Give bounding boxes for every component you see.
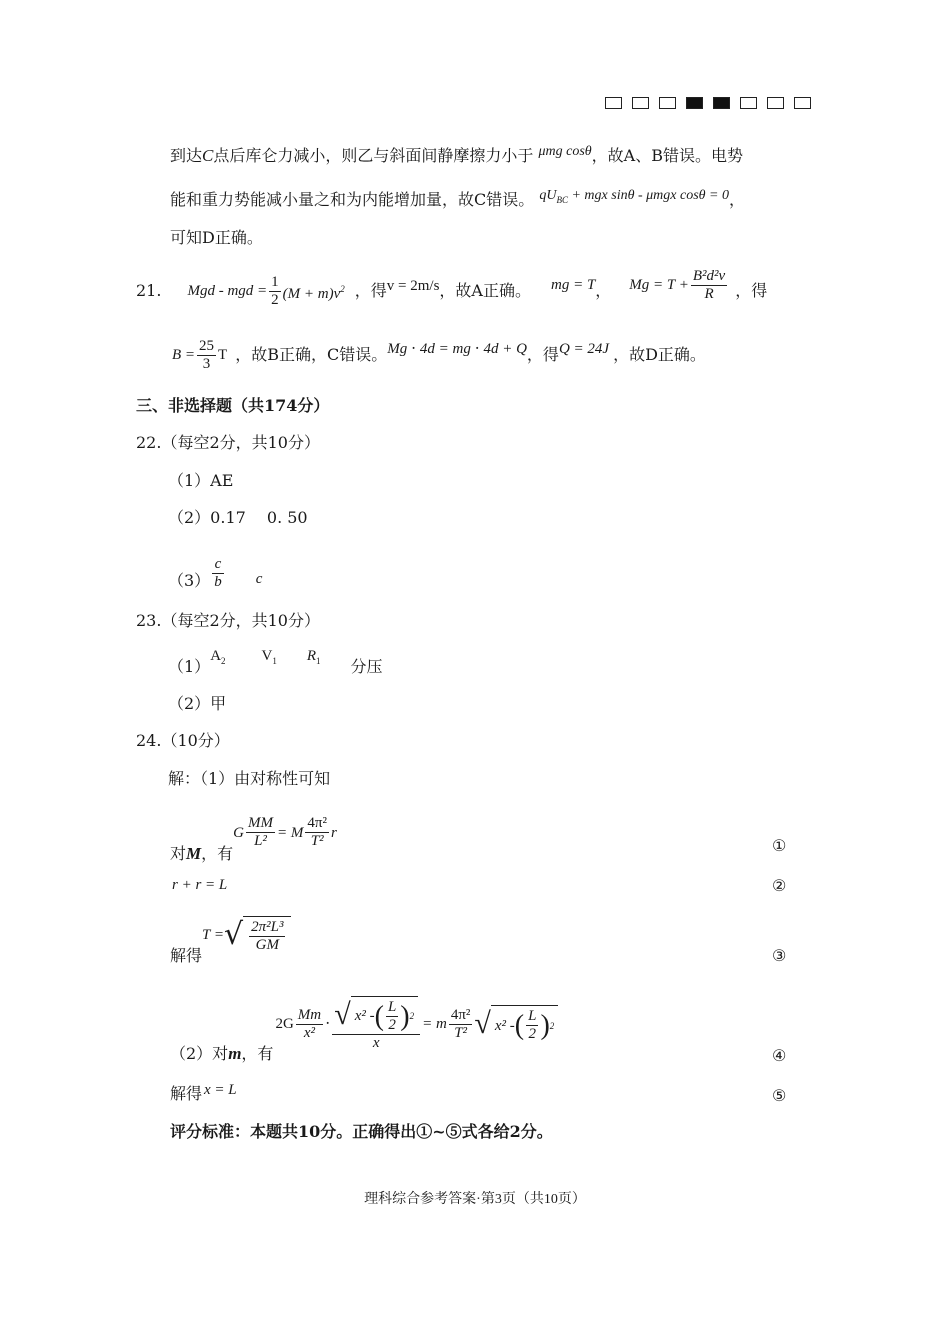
- progress-box-8: [794, 97, 811, 109]
- q24-eq1-label: 对: [170, 844, 187, 863]
- q24-eq1: [170, 804, 337, 864]
- q24-eq4-label: （2）对: [170, 1044, 229, 1063]
- q23-ammeter: $A_2$: [210, 648, 226, 666]
- eq-number-2: ②: [772, 876, 787, 895]
- q21-b-left: B =: [172, 347, 196, 363]
- eq-number-3: ③: [772, 946, 787, 965]
- q21-text: ，故B正确，C错误。: [235, 345, 388, 364]
- q21-number: 21.: [136, 281, 162, 300]
- q20-line-3: 可知D正确。: [170, 228, 263, 247]
- q24-eq1-formula: G $\frac{MM}{\text{L²}}$ = M $\frac{\text{4π²}}{\text{T²}}$ r: [233, 815, 337, 849]
- q22-answer-2: （2）0.17 0. 50: [168, 508, 308, 527]
- q20-line-2: [170, 190, 745, 216]
- q24-eq4-have: ，有: [241, 1044, 274, 1063]
- q24-eq5-label: 解得: [170, 1084, 203, 1103]
- q23-resistor: $R_1$: [306, 648, 321, 666]
- q22-answer-3-c: c: [255, 571, 263, 587]
- q20-text: 能和重力势能减小量之和为内能增加量，故C错误。: [170, 190, 535, 209]
- q21-eq3-left: Mg = T +: [629, 277, 689, 293]
- q21-text: ，: [595, 281, 612, 300]
- q21-eq2: mg = T: [550, 277, 596, 293]
- q23-voltmeter: $V_1$: [261, 648, 277, 666]
- progress-box-2: [632, 97, 649, 109]
- q24-eq1-M: M: [186, 844, 202, 863]
- q24-eq5-formula: x = L: [204, 1082, 237, 1098]
- q21-eq3-fraction: $\frac{\text{B²d²v}}{R}$: [692, 267, 726, 302]
- q21-eq4: Mg ⋅ 4d = mg ⋅ 4d + Q: [387, 341, 527, 357]
- q20-point-c: C: [202, 146, 214, 165]
- q22-answer-3-label: （3）: [168, 571, 211, 590]
- q20-text: 点后库仑力减小，则乙与斜面间静摩擦力小于: [213, 146, 534, 165]
- q24-scoring: 评分标准：本题共10分。正确得出①~⑤式各给2分。: [170, 1122, 553, 1141]
- q20-math-energy: $qU_{BC}$ + mgx sinθ - μmgx cosθ = 0: [539, 188, 729, 205]
- q20-math-friction: μmg cosθ: [538, 144, 592, 159]
- progress-box-7: [767, 97, 784, 109]
- q23-answer-1-label: （1）: [168, 657, 211, 676]
- q22-answer-1: （1）AE: [168, 471, 234, 490]
- progress-box-6: [740, 97, 757, 109]
- q24-eq4: [170, 978, 558, 1064]
- q21-line-1: [136, 266, 767, 316]
- q21-text: ，得: [526, 345, 559, 364]
- q24-eq3: [170, 906, 291, 966]
- q24-title: 24.（10分）: [136, 731, 230, 750]
- progress-box-3: [659, 97, 676, 109]
- q24-intro: 解：（1）由对称性可知: [168, 769, 331, 788]
- q21-b-fraction: $\frac{25}{3}$: [199, 337, 215, 372]
- q21-text: ，故A正确。: [439, 281, 531, 300]
- q24-eq5: [170, 1084, 237, 1104]
- q21-velocity: v = 2m/s: [386, 278, 440, 294]
- q21-text: ，得: [354, 281, 387, 300]
- q22-title: 22.（每空2分，共10分）: [136, 433, 320, 452]
- q22-answer-3: [168, 545, 262, 591]
- header-progress-boxes: [605, 97, 811, 109]
- q24-eq2: r + r = L: [172, 877, 228, 893]
- q21-text: ，故D正确。: [613, 345, 706, 364]
- q21-eq1-right: $(M + m)v^2$: [282, 283, 345, 302]
- q21-text: ，得: [735, 281, 768, 300]
- q20-text: ，: [728, 190, 745, 209]
- q21-b-unit: T: [218, 347, 228, 363]
- q24-eq1-have: ，有: [201, 844, 234, 863]
- q21-heat: Q = 24J: [558, 341, 610, 357]
- q23-answer-1: [168, 648, 383, 677]
- eq-number-4: ④: [772, 1046, 787, 1065]
- q23-answer-1-text: 分压: [350, 657, 383, 676]
- q24-eq3-label: 解得: [170, 946, 203, 965]
- progress-box-1: [605, 97, 622, 109]
- q21-eq1-left: Mgd - mgd =: [187, 283, 268, 299]
- eq-number-5: ⑤: [772, 1086, 787, 1105]
- page-footer: 理科综合参考答案·第3页（共10页）: [364, 1192, 586, 1207]
- q24-eq4-m: m: [228, 1044, 242, 1063]
- q23-title: 23.（每空2分，共10分）: [136, 611, 320, 630]
- q20-text: 到达: [170, 146, 203, 165]
- progress-box-5: [713, 97, 730, 109]
- q24-eq4-formula: 2G $\frac{Mm}{\text{x²}}$ ⋅ √ x² - ( $\frac{L}{2}$ ) 2 x = m $\frac{\text{4π²}}{\text{T²}}$ √ x² - ( $\frac{L}{2}$ ) 2: [275, 996, 558, 1052]
- q23-answer-2: （2）甲: [168, 694, 227, 713]
- q20-line-1: [170, 146, 743, 168]
- eq-number-1: ①: [772, 836, 787, 855]
- q21-eq1-fraction: $\frac{1}{2}$: [271, 273, 279, 308]
- q22-answer-3-fraction: $\frac{c}{b}$: [214, 556, 222, 590]
- q20-text: ，故A、B错误。电势: [591, 146, 743, 165]
- q21-line-2: [172, 330, 706, 380]
- progress-box-4: [686, 97, 703, 109]
- section-title: 三、非选择题（共174分）: [136, 396, 330, 415]
- q24-eq3-formula: T = √ $\frac{\text{2π²L³}}{GM}$: [202, 916, 291, 954]
